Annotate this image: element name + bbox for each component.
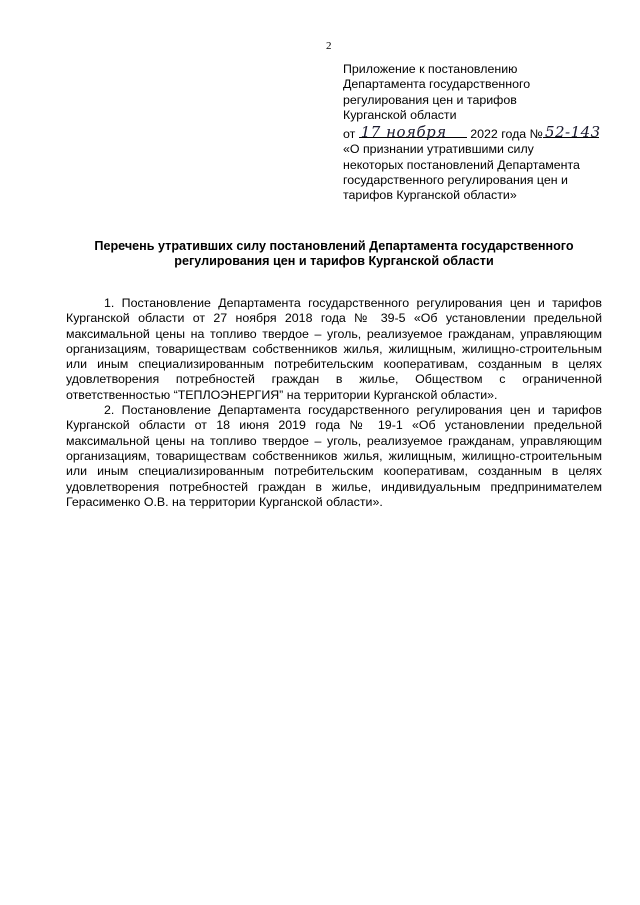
- year-text: 2022 года №: [470, 127, 543, 142]
- appendix-subject-2: некоторых постановлений Департамента: [343, 157, 580, 172]
- appendix-subject-1: «О признании утратившими силу: [343, 142, 534, 157]
- title-line-1: Перечень утративших силу постановлений Департамента государственного: [94, 239, 574, 253]
- document-body: [66, 296, 602, 510]
- title-line-2: регулирования цен и тарифов Курганской области: [174, 254, 494, 269]
- appendix-line-1: Приложение к постановлению: [343, 62, 518, 76]
- appendix-header: [343, 62, 613, 204]
- appendix-line-4: Курганской области: [343, 107, 457, 122]
- page-number: 2: [326, 40, 332, 52]
- date-field: [359, 122, 467, 141]
- date-prefix: от: [343, 127, 356, 142]
- handwritten-number: 52-143: [544, 122, 601, 141]
- list-item: 2. Постановление Департамента государственного регулирования цен и тарифов Курганской области от 18 июня 2019 года № 19-1 «Об установлении предельной максимальной цены на топливо твердое – уголь, реализуемое гражданам, управляющим организациям, товариществам собственников жилья, жилищным, жилищно-строительным или иным специализированным потребительским кооперативам, созданным в целях удовлетворения потребностей граждан в жилье, индивидуальным предпринимателем Герасименко О.В. на территории Курганской области».: [66, 403, 602, 509]
- appendix-line-2: Департамента государственного: [343, 77, 531, 92]
- appendix-subject-3: государственного регулирования цен и: [343, 173, 568, 188]
- number-field: [543, 122, 601, 141]
- handwritten-date: 17 ноября: [360, 122, 447, 141]
- appendix-line-3: регулирования цен и тарифов: [343, 92, 517, 107]
- appendix-subject-4: тарифов Курганской области»: [343, 188, 517, 203]
- list-item: 1. Постановление Департамента государственного регулирования цен и тарифов Курганской области от 27 ноября 2018 года № 39-5 «Об установлении предельной максимальной цены на топливо твердое – уголь, реализуемое гражданам, управляющим организациям, товариществам собственников жилья, жилищным, жилищно-строительным или иным специализированным потребительским кооперативам, созданным в целях удовлетворения потребностей граждан в жилье, Обществом с ограниченной ответственностью “ТЕПЛОЭНЕРГИЯ” на территории Курганской области».: [66, 296, 602, 402]
- document-title: [66, 239, 602, 270]
- appendix-date-line: [343, 123, 613, 142]
